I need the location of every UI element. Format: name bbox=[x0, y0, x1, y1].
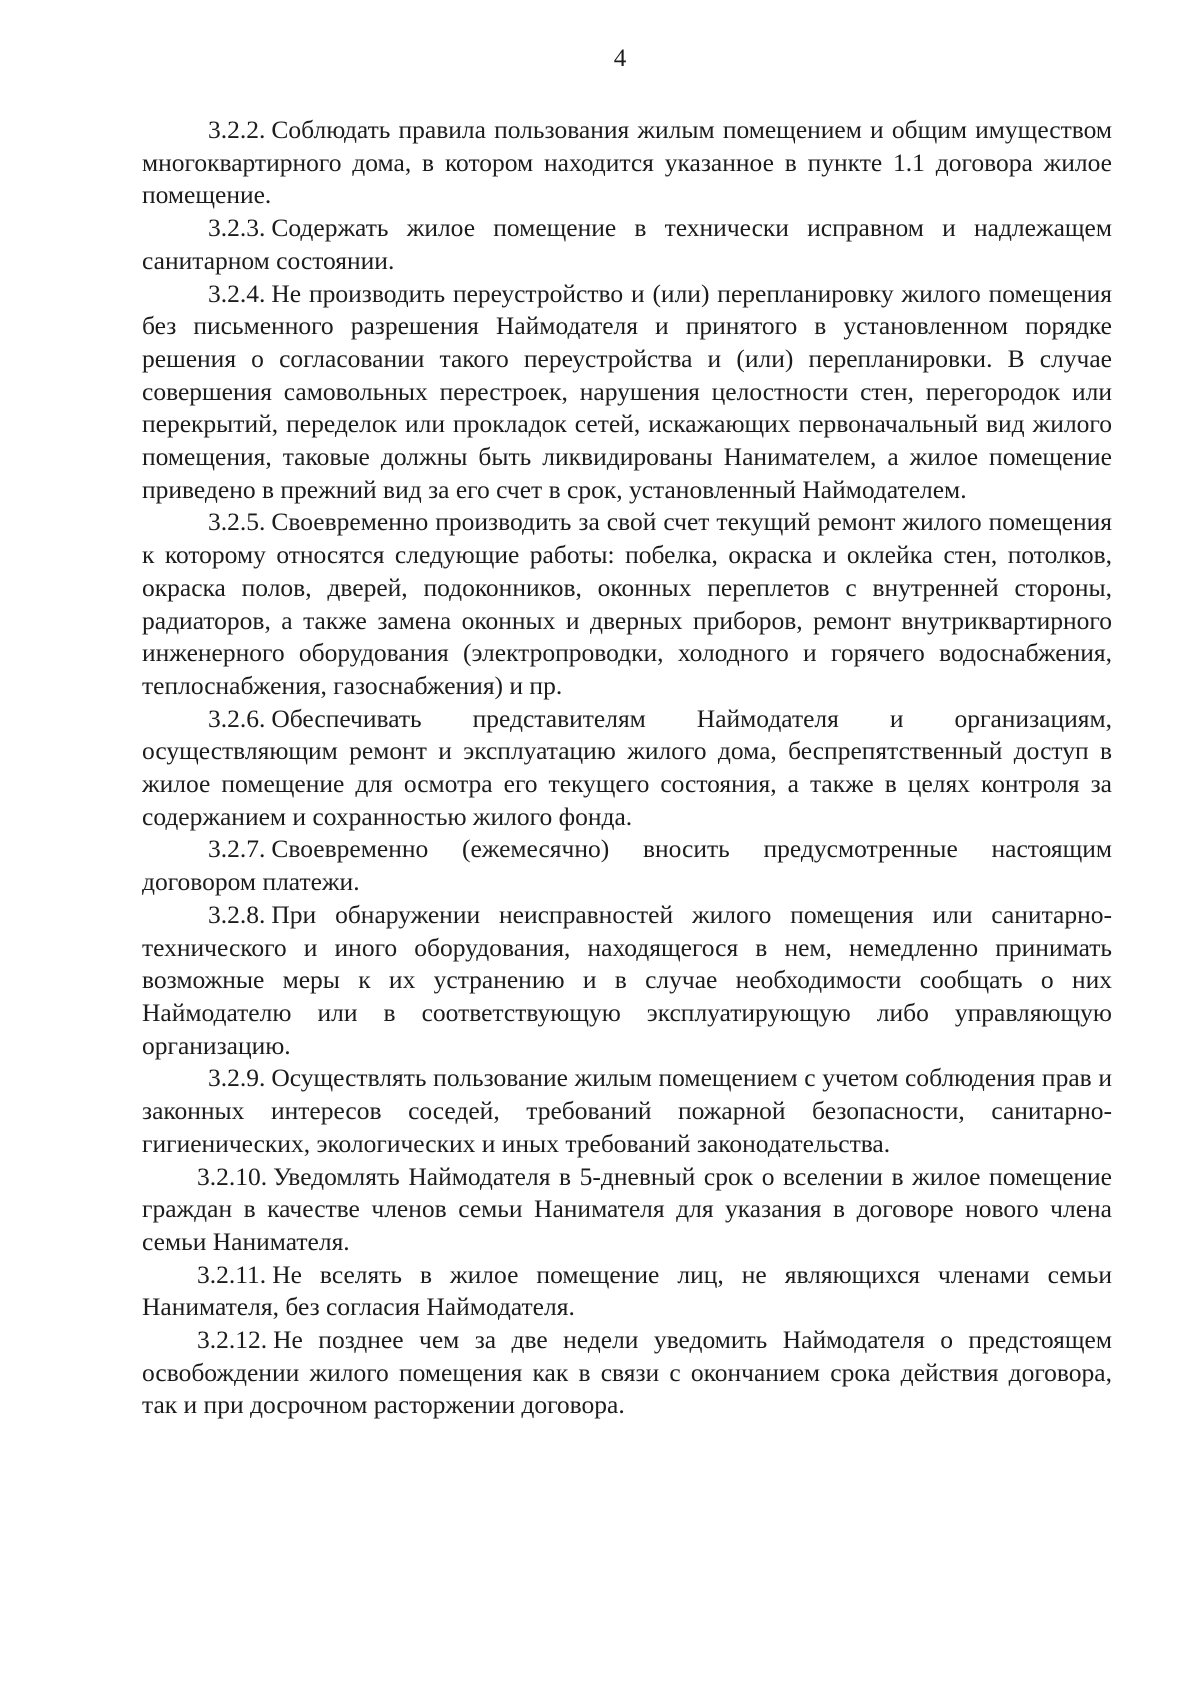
clause-text: Своевременно производить за свой счет текущий ремонт жилого помещения к которому относятся следующие работы: побелка, окраска и оклейка стен, потолков, окраска полов, дверей, подоконников, оконных переплетов с внутренней стороны, радиаторов, а также замена оконных и дверных приборов, ремонт внутриквартирного инженерного оборудования (электропроводки, холодного и горячего водоснабжения, теплоснабжения, газоснабжения) и пр. bbox=[142, 507, 1112, 700]
clause-text: Содержать жилое помещение в технически исправном и надлежащем санитарном состоянии. bbox=[142, 213, 1112, 275]
clause-number: 3.2.6. bbox=[208, 703, 266, 733]
clause-number: 3.2.5. bbox=[208, 507, 266, 537]
clause-text: При обнаружении неисправностей жилого помещения или санитарно-технического и иного оборудования, находящегося в нем, немедленно принимать возможные меры к их устранению и в случае необходимости сообщать о них Наймодателю или в соответствующую эксплуатирующую либо управляющую организацию. bbox=[142, 899, 1112, 1060]
clause-3-2-10 bbox=[142, 1161, 1112, 1259]
clause-3-2-2 bbox=[142, 114, 1112, 212]
clause-text: Не производить переустройство и (или) перепланировку жилого помещения без письменного разрешения Наймодателя и принятого в установленном порядке решения о согласовании такого переустройства и (или) перепланировки. В случае совершения самовольных перестроек, нарушения целостности стен, перегородок или перекрытий, переделок или прокладок сетей, искажающих первоначальный вид жилого помещения, таковые должны быть ликвидированы Нанимателем, а жилое помещение приведено в прежний вид за его счет в срок, установленный Наймодателем. bbox=[142, 278, 1112, 504]
page-number: 4 bbox=[613, 45, 627, 72]
clause-text: Не позднее чем за две недели уведомить Наймодателя о предстоящем освобождении жилого помещения как в связи с окончанием срока действия договора, так и при досрочном расторжении договора. bbox=[142, 1325, 1112, 1420]
clause-text: Обеспечивать представителям Наймодателя и организациям, осуществляющим ремонт и эксплуатацию жилого дома, беспрепятственный доступ в жилое помещение для осмотра его текущего состояния, а также в целях контроля за содержанием и сохранностью жилого фонда. bbox=[142, 703, 1112, 831]
clause-number: 3.2.7. bbox=[208, 834, 266, 864]
clause-number: 3.2.11. bbox=[197, 1259, 267, 1289]
clause-3-2-8 bbox=[142, 899, 1112, 1063]
clause-3-2-12 bbox=[142, 1324, 1112, 1422]
clause-text: Не вселять в жилое помещение лиц, не являющихся членами семьи Нанимателя, без согласия Наймодателя. bbox=[142, 1259, 1112, 1322]
clause-number: 3.2.8. bbox=[208, 899, 266, 929]
clause-3-2-9 bbox=[142, 1062, 1112, 1160]
clause-number: 3.2.10. bbox=[197, 1161, 268, 1191]
clause-text: Своевременно (ежемесячно) вносить предусмотренные настоящим договором платежи. bbox=[142, 834, 1112, 897]
clause-3-2-7 bbox=[142, 833, 1112, 898]
document-body bbox=[142, 114, 1112, 1422]
clause-3-2-4 bbox=[142, 278, 1112, 507]
clause-number: 3.2.9. bbox=[208, 1063, 266, 1093]
clause-number: 3.2.2. bbox=[208, 115, 266, 144]
clause-text: Соблюдать правила пользования жилым помещением и общим имуществом многоквартирного дома, в котором находится указанное в пункте 1.1 договора жилое помещение. bbox=[142, 115, 1112, 210]
clause-3-2-3 bbox=[142, 212, 1112, 277]
clause-3-2-5 bbox=[142, 506, 1112, 702]
clause-text: Осуществлять пользование жилым помещением с учетом соблюдения прав и законных интересов соседей, требований пожарной безопасности, санитарно-гигиенических, экологических и иных требований законодательства. bbox=[142, 1063, 1112, 1158]
clause-3-2-11 bbox=[142, 1259, 1112, 1324]
clause-3-2-6 bbox=[142, 703, 1112, 834]
clause-number: 3.2.12. bbox=[197, 1325, 268, 1355]
clause-number: 3.2.4. bbox=[208, 278, 266, 308]
clause-text: Уведомлять Наймодателя в 5-дневный срок о вселении в жилое помещение граждан в качестве членов семьи Нанимателя для указания в договоре нового члена семьи Нанимателя. bbox=[142, 1161, 1112, 1256]
clause-number: 3.2.3. bbox=[208, 213, 266, 243]
